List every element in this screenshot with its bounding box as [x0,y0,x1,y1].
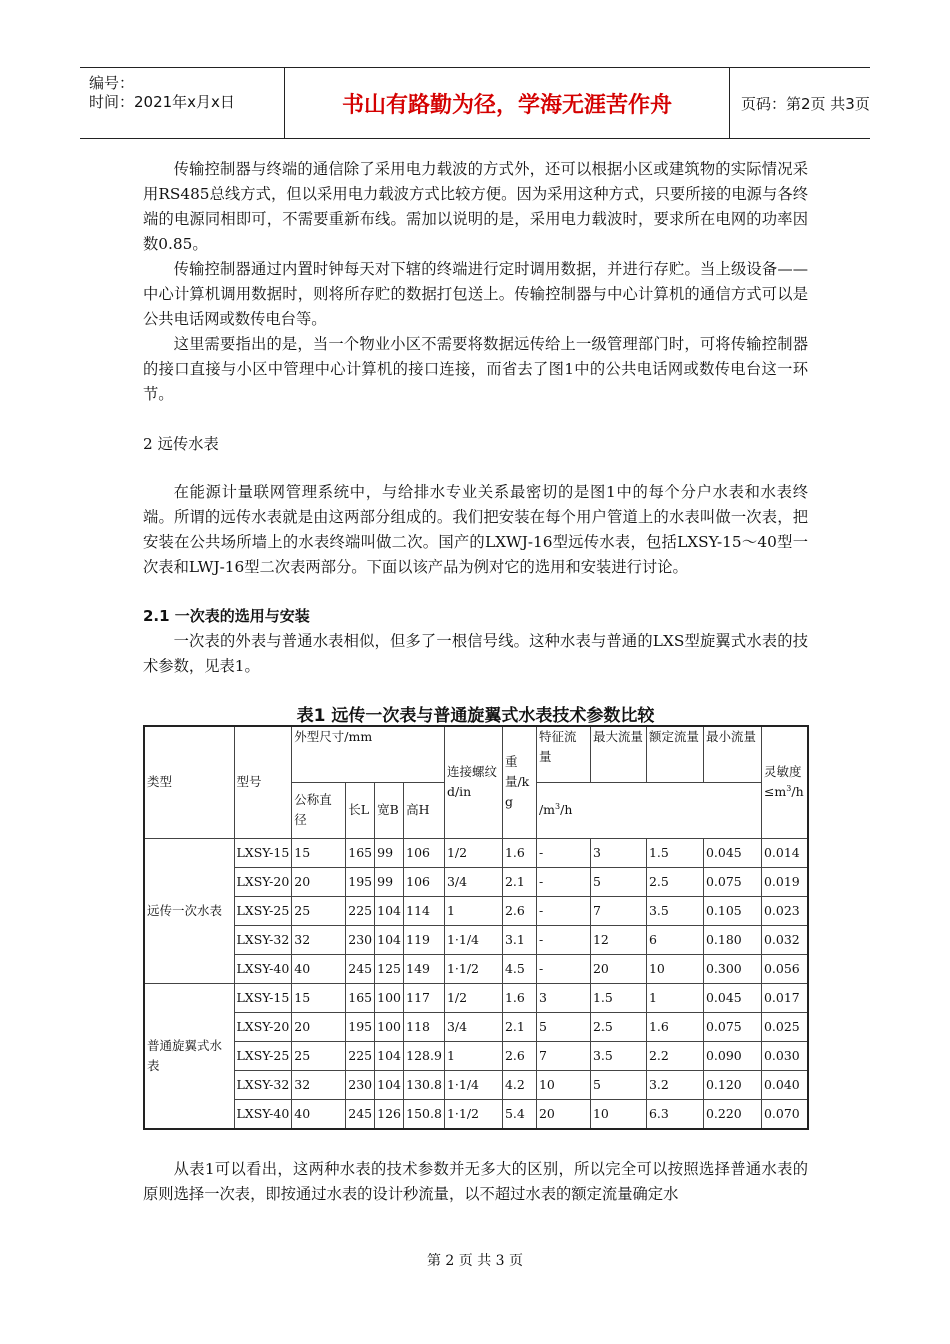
table-cell: 0.030 [761,1041,808,1070]
table-cell: 7 [536,1041,590,1070]
table-cell: 0.120 [703,1070,761,1099]
header-max-flow: 最大流量 [590,726,646,782]
table-cell: 106 [404,867,445,896]
table-cell: 2.6 [502,896,536,925]
table-cell: 100 [375,1012,404,1041]
table-cell: 119 [404,925,445,954]
group-label: 远传一次水表 [144,838,234,983]
table-cell: 1 [444,896,502,925]
header-model: 型号 [234,726,292,838]
table-cell: 1·1/2 [444,1099,502,1129]
table-cell: 20 [292,1012,346,1041]
table-cell: 0.180 [703,925,761,954]
table-cell: 3.1 [502,925,536,954]
table-cell: 0.014 [761,838,808,867]
page-footer: 第 2 页 共 3 页 [426,1253,524,1269]
page-header [80,67,870,139]
table-cell: 5.4 [502,1099,536,1129]
table-cell: 104 [375,1041,404,1070]
table-cell: 7 [590,896,646,925]
table-cell: 10 [590,1099,646,1129]
paragraph: 一次表的外表与普通水表相似，但多了一根信号线。这种水表与普通的LXS型旋翼式水表的技术参数，见表1。 [143,632,808,675]
table-cell: 0.025 [761,1012,808,1041]
table-cell: 1·1/4 [444,1070,502,1099]
table-cell: 2.5 [590,1012,646,1041]
paragraph: 在能源计量联网管理系统中，与给排水专业关系最密切的是图1中的每个分户水表和水表终端。所谓的远传水表就是由这两部分组成的。我们把安装在每个用户管道上的水表叫做一次表，把安装在公共场所墙上的水表终端叫做二次。国产的LXWJ-16型远传水表，包括LXSY-15～40型一次表和LWJ-16型二次表两部分。下面以该产品为例对它的选用和安装进行讨论。 [143,483,808,576]
table-row [144,925,808,954]
table-cell: 106 [404,838,445,867]
table-cell: 165 [346,983,375,1012]
table-cell: 0.056 [761,954,808,983]
table-cell: 3.2 [646,1070,703,1099]
header-meta [80,68,285,138]
table-cell: 230 [346,1070,375,1099]
table-cell: 245 [346,1099,375,1129]
paragraph: 传输控制器通过内置时钟每天对下辖的终端进行定时调用数据，并进行存贮。当上级设备——中心计算机调用数据时，则将所存贮的数据打包送上。传输控制器与中心计算机的通信方式可以是公共电话网或数传电台等。 [143,260,808,328]
table-cell: 25 [292,896,346,925]
table-cell: 20 [292,867,346,896]
table-cell: 20 [590,954,646,983]
section-heading: 2 远传水表 [143,435,219,453]
table-cell: 32 [292,925,346,954]
table-cell: 0.023 [761,896,808,925]
table-cell: - [536,838,590,867]
header-thread: 连接螺纹d/in [444,726,502,838]
header-motto: 书山有路勤为径，学海无涯苦作舟 [285,68,730,138]
table-cell: LXSY-32 [234,925,292,954]
table-cell: 10 [536,1070,590,1099]
table-cell: 5 [590,867,646,896]
table-cell: 3/4 [444,867,502,896]
table-cell: LXSY-20 [234,1012,292,1041]
table-cell: LXSY-25 [234,1041,292,1070]
table-cell: 1.6 [502,983,536,1012]
table-cell: 126 [375,1099,404,1129]
table-row [144,838,808,867]
table-cell: 117 [404,983,445,1012]
table-cell: 6.3 [646,1099,703,1129]
header-rated-flow: 额定流量 [646,726,703,782]
table-cell: 0.019 [761,867,808,896]
header-nominal-diameter: 公称直径 [292,782,346,838]
table-cell: 1 [646,983,703,1012]
paragraph: 这里需要指出的是，当一个物业小区不需要将数据远传给上一级管理部门时，可将传输控制器的接口直接与小区中管理中心计算机的接口连接，而省去了图1中的公共电话网或数传电台这一环节。 [143,335,808,403]
table-cell: 15 [292,983,346,1012]
table-cell: 6 [646,925,703,954]
table-cell: 0.040 [761,1070,808,1099]
table-cell: 130.8 [404,1070,445,1099]
document-date: 时间：2021年x月x日 [89,93,235,111]
table-cell: 104 [375,1070,404,1099]
table-title: 表1 远传一次表与普通旋翼式水表技术参数比较 [296,706,655,726]
header-flow-unit: $/m^3/h$ [536,782,761,838]
table-row [144,1012,808,1041]
table-header-row [144,726,808,782]
table-cell: - [536,867,590,896]
table-cell: LXSY-15 [234,838,292,867]
table-cell: 104 [375,925,404,954]
table-cell: 3 [590,838,646,867]
table-row [144,896,808,925]
table-row [144,867,808,896]
table-cell: LXSY-25 [234,896,292,925]
header-dimensions: 外型尺寸/mm [292,726,445,782]
table-cell: 4.5 [502,954,536,983]
table-cell: 104 [375,896,404,925]
header-characteristic-flow: 特征流量 [536,726,590,782]
table-row [144,954,808,983]
table-cell: - [536,925,590,954]
table-cell: 245 [346,954,375,983]
table-cell: 125 [375,954,404,983]
table-cell: 0.045 [703,983,761,1012]
table-cell: 0.017 [761,983,808,1012]
paragraph: 传输控制器与终端的通信除了采用电力载波的方式外，还可以根据小区或建筑物的实际情况采用RS485总线方式，但以采用电力载波方式比较方便。因为采用这种方式，只要所接的电源与各终端的电源同相即可，不需要重新布线。需加以说明的是，采用电力载波时，要求所在电网的功率因数0.85。 [143,160,808,253]
table-cell: 2.5 [646,867,703,896]
table-cell: 128.9 [404,1041,445,1070]
table-cell: 114 [404,896,445,925]
table-cell: 0.090 [703,1041,761,1070]
table-cell: 10 [646,954,703,983]
table-cell: 225 [346,896,375,925]
table-cell: - [536,954,590,983]
group-label: 普通旋翼式水表 [144,983,234,1129]
header-height: 高H [404,782,445,838]
table-cell: 20 [536,1099,590,1129]
table-cell: 2.1 [502,1012,536,1041]
table-cell: 195 [346,867,375,896]
header-sensitivity: 灵敏度$\le m^3/h$ [761,726,808,838]
table-cell: 230 [346,925,375,954]
table-cell: 1.5 [646,838,703,867]
table-cell: 3 [536,983,590,1012]
table-row [144,1099,808,1129]
document-number-label: 编号： [89,74,135,92]
table-cell: 25 [292,1041,346,1070]
table-cell: 149 [404,954,445,983]
table-cell: 1.6 [502,838,536,867]
table-cell: 99 [375,867,404,896]
header-weight: 重量/kg [502,726,536,838]
table-row [144,983,808,1012]
table-cell: 3/4 [444,1012,502,1041]
subsection-heading: 2.1 一次表的选用与安装 [143,607,310,625]
table-cell: 0.300 [703,954,761,983]
table-cell: 0.105 [703,896,761,925]
table-cell: 99 [375,838,404,867]
header-page-info: 页码：第2页 共3页 [741,94,870,113]
table-cell: 5 [590,1070,646,1099]
table-cell: 15 [292,838,346,867]
header-length: 长L [346,782,375,838]
table-cell: 0.070 [761,1099,808,1129]
paragraph: 从表1可以看出，这两种水表的技术参数并无多大的区别，所以完全可以按照选择普通水表的原则选择一次表，即按通过水表的设计秒流量，以不超过水表的额定流量确定水 [143,1160,808,1203]
table-cell: 2.1 [502,867,536,896]
table-cell: 195 [346,1012,375,1041]
table-cell: 4.2 [502,1070,536,1099]
table-cell: 1·1/4 [444,925,502,954]
table-cell: LXSY-20 [234,867,292,896]
table-cell: 40 [292,1099,346,1129]
table-cell: 3.5 [590,1041,646,1070]
table-cell: 118 [404,1012,445,1041]
table-cell: LXSY-40 [234,954,292,983]
table-cell: 165 [346,838,375,867]
table-row [144,1070,808,1099]
header-width: 宽B [375,782,404,838]
table-cell: LXSY-32 [234,1070,292,1099]
table-cell: 1/2 [444,983,502,1012]
table-cell: 0.045 [703,838,761,867]
table-cell: 1·1/2 [444,954,502,983]
table-cell: - [536,896,590,925]
table-cell: 2.2 [646,1041,703,1070]
table-row [144,1041,808,1070]
table-cell: 150.8 [404,1099,445,1129]
table-cell: 40 [292,954,346,983]
table-cell: 1.6 [646,1012,703,1041]
table-cell: 12 [590,925,646,954]
table-cell: 2.6 [502,1041,536,1070]
table-cell: 32 [292,1070,346,1099]
table-cell: 0.075 [703,1012,761,1041]
table-cell: 0.220 [703,1099,761,1129]
header-type: 类型 [144,726,234,838]
table-cell: 100 [375,983,404,1012]
table-cell: 1 [444,1041,502,1070]
table-cell: 0.075 [703,867,761,896]
header-min-flow: 最小流量 [703,726,761,782]
table-cell: 225 [346,1041,375,1070]
table-cell: LXSY-15 [234,983,292,1012]
table-cell: 1/2 [444,838,502,867]
table-cell: 3.5 [646,896,703,925]
comparison-table [143,725,809,1130]
table-cell: 0.032 [761,925,808,954]
table-cell: 1.5 [590,983,646,1012]
table-cell: 5 [536,1012,590,1041]
table-cell: LXSY-40 [234,1099,292,1129]
